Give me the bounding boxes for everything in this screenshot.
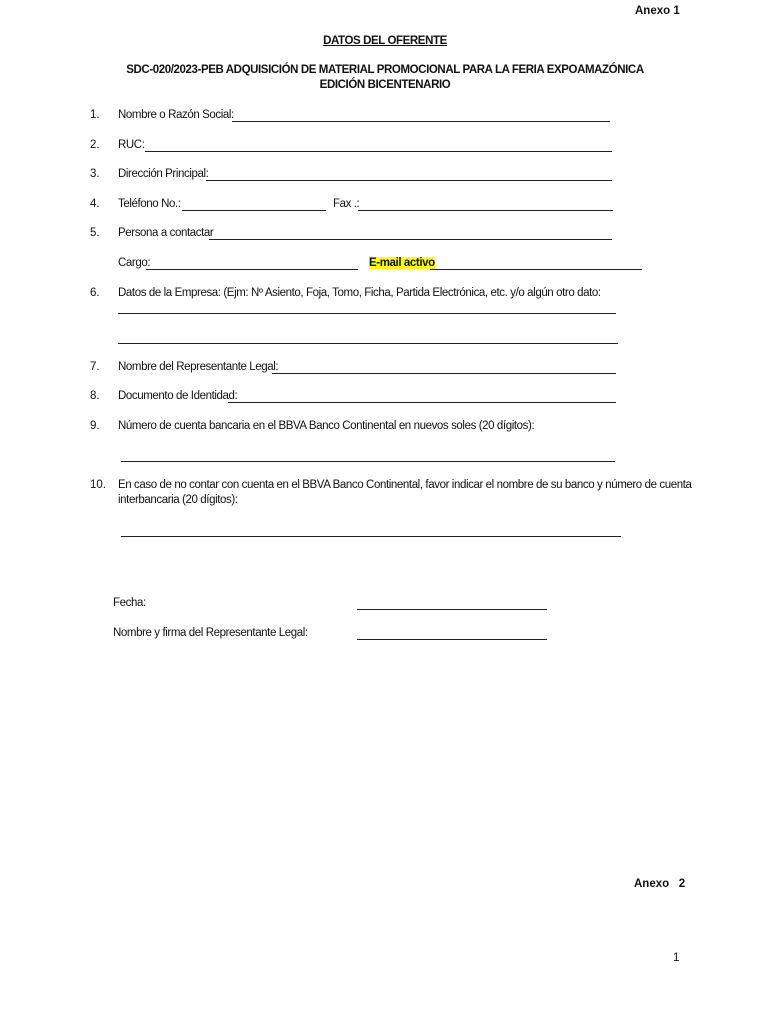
signature-input-line[interactable] [357,639,547,640]
field-8-number: 8. [90,390,100,402]
field-9-input-line[interactable] [121,461,615,462]
field-6-input-line-2[interactable] [118,343,618,344]
field-3-number: 3. [90,168,100,180]
field-10-label-line-2: interbancaria (20 dígitos): [118,494,238,506]
field-1-label: Nombre o Razón Social: [118,109,234,121]
field-10-input-line[interactable] [121,536,621,537]
signature-name-label: Nombre y firma del Representante Legal: [113,627,308,639]
field-10-label-line-1: En caso de no contar con cuenta en el BBVA Banco Continental, favor indicar el nombre de su banco y número de cuenta [118,479,692,491]
field-7-label: Nombre del Representante Legal: [118,361,279,373]
field-4-label: Teléfono No.: [118,198,181,210]
field-5-number: 5. [90,227,100,239]
field-8-label: Documento de Identidad: [118,390,238,402]
field-10-number: 10. [90,479,106,491]
field-6-input-line-1[interactable] [118,313,616,314]
subtitle-line-2: EDICIÓN BICENTENARIO [319,79,451,91]
cargo-label: Cargo: [118,257,151,269]
field-5-label: Persona a contactar [118,227,214,239]
email-input-line[interactable] [430,269,642,270]
date-label: Fecha: [113,597,146,609]
field-7-input-line[interactable] [272,373,616,374]
page-title: DATOS DEL OFERENTE [323,35,447,47]
field-1-number: 1. [90,109,100,121]
page-number: 1 [673,952,680,964]
annex-label: Anexo 1 [635,5,680,17]
field-6-label: Datos de la Empresa: (Ejm: Nº Asiento, Foja, Tomo, Ficha, Partida Electrónica, etc. y/o algún otro dato: [118,287,601,299]
annex-2-label: Anexo 2 [634,878,686,890]
cargo-input-line[interactable] [146,269,358,270]
field-6-number: 6. [90,287,100,299]
field-8-input-line[interactable] [228,402,616,403]
field-2-number: 2. [90,139,100,151]
date-input-line[interactable] [357,609,547,610]
field-7-number: 7. [90,361,100,373]
field-5-input-line[interactable] [209,239,612,240]
fax-label: Fax .: [333,198,360,210]
field-2-label: RUC: [118,139,145,151]
field-3-input-line[interactable] [206,180,612,181]
field-2-input-line[interactable] [145,151,612,152]
phone-input-line[interactable] [182,210,326,211]
field-1-input-line[interactable] [232,121,610,122]
subtitle-line-1: SDC-020/2023-PEB ADQUISICIÓN DE MATERIAL PROMOCIONAL PARA LA FERIA EXPOAMAZÓNICA [126,64,644,76]
field-9-label: Número de cuenta bancaria en el BBVA Banco Continental en nuevos soles (20 dígitos): [118,420,535,432]
email-highlight: E-mail activo [369,257,435,269]
field-3-label: Dirección Principal: [118,168,209,180]
email-label [369,257,435,269]
field-4-number: 4. [90,198,100,210]
field-9-number: 9. [90,420,100,432]
fax-input-line[interactable] [358,210,613,211]
